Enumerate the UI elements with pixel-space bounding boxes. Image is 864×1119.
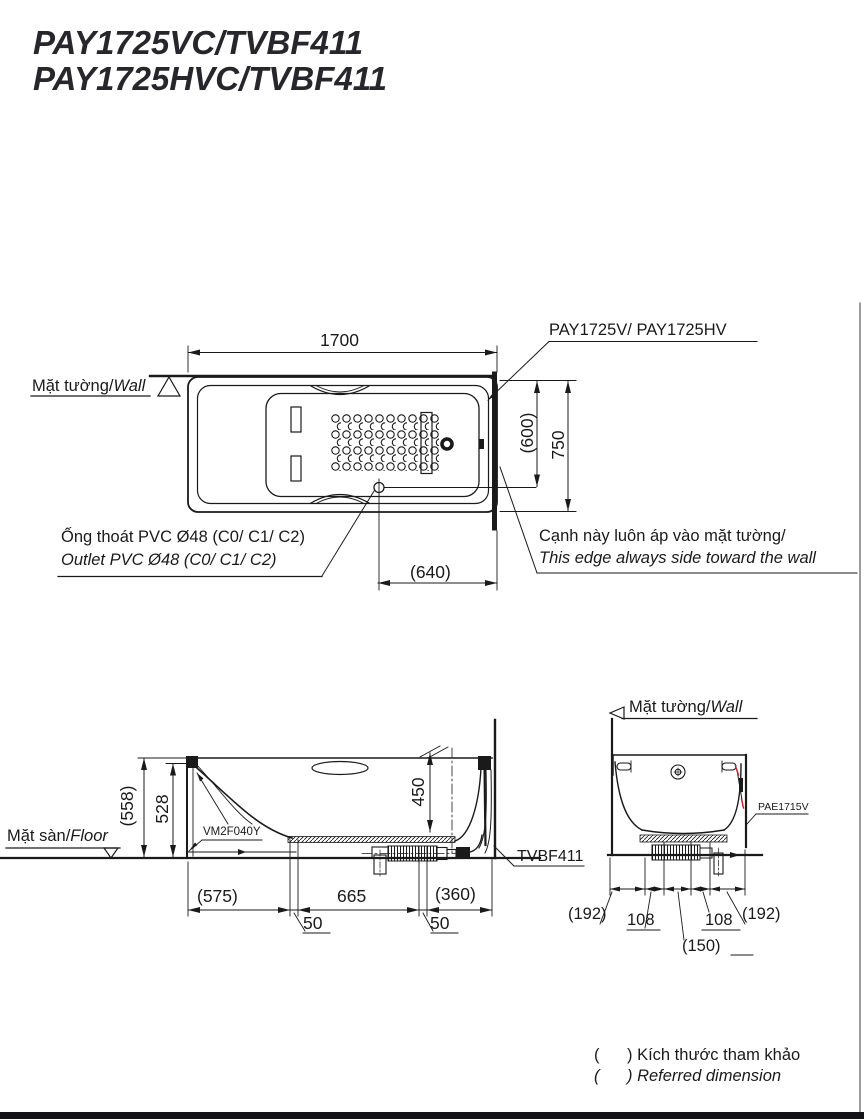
dim-665: 665 <box>337 886 367 906</box>
drain-part-label: TVBF411 <box>517 848 584 865</box>
page-title-line2: PAY1725HVC/TVBF411 <box>33 60 387 97</box>
dim-150: (150) <box>682 937 721 955</box>
dim-600-text: (600) <box>516 412 537 454</box>
apron-part-label: PAE1715V <box>758 801 809 813</box>
dim-1700: 1700 <box>320 330 359 350</box>
model-callout: PAY1725V/ PAY1725HV <box>549 321 727 339</box>
floor-label-en: Floor <box>70 827 108 845</box>
dim-192-right: (192) <box>742 905 781 923</box>
leg-part-label: VM2F040Y <box>203 826 261 838</box>
dim-108-right: 108 <box>705 911 733 929</box>
legend-line-en: ( ) Referred dimension <box>594 1067 782 1085</box>
floor-label-vi: Mặt sàn/ <box>7 827 71 845</box>
wall-note-vi: Cạnh này luôn áp vào mặt tường/ <box>539 527 786 545</box>
end-wall-label-vi: Mặt tường/ <box>629 698 711 716</box>
dim-528-text: 528 <box>151 794 172 824</box>
dim-528 <box>137 784 187 834</box>
wall-note-en: This edge always side toward the wall <box>539 549 816 567</box>
dim-640: (640) <box>410 562 451 582</box>
wall-label-vi: Mặt tường/ <box>32 377 114 395</box>
dim-450-text: 450 <box>407 777 428 807</box>
dim-108-left: 108 <box>627 911 655 929</box>
end-wall-label-en: Wall <box>710 698 743 716</box>
dim-750-text: 750 <box>547 430 568 460</box>
dim-450 <box>393 767 443 817</box>
page-title-line1: PAY1725VC/TVBF411 <box>33 24 364 61</box>
dim-558-text: (558) <box>116 785 137 827</box>
legend-line-vi: ( ) Kích thước tham khảo <box>594 1046 801 1064</box>
dim-360: (360) <box>435 884 476 904</box>
dim-750 <box>533 420 583 470</box>
outlet-label-vi: Ống thoát PVC Ø48 (C0/ C1/ C2) <box>61 528 305 546</box>
end-view-wall-label <box>629 698 742 717</box>
top-view-wall-label <box>32 377 145 396</box>
dim-50-left: 50 <box>303 913 323 933</box>
dim-192-left: (192) <box>568 905 607 923</box>
floor-label <box>7 827 108 846</box>
dim-50-right: 50 <box>430 913 450 933</box>
dim-575: (575) <box>197 886 238 906</box>
wall-label-en: Wall <box>113 377 146 395</box>
outlet-label-en: Outlet PVC Ø48 (C0/ C1/ C2) <box>61 551 277 569</box>
